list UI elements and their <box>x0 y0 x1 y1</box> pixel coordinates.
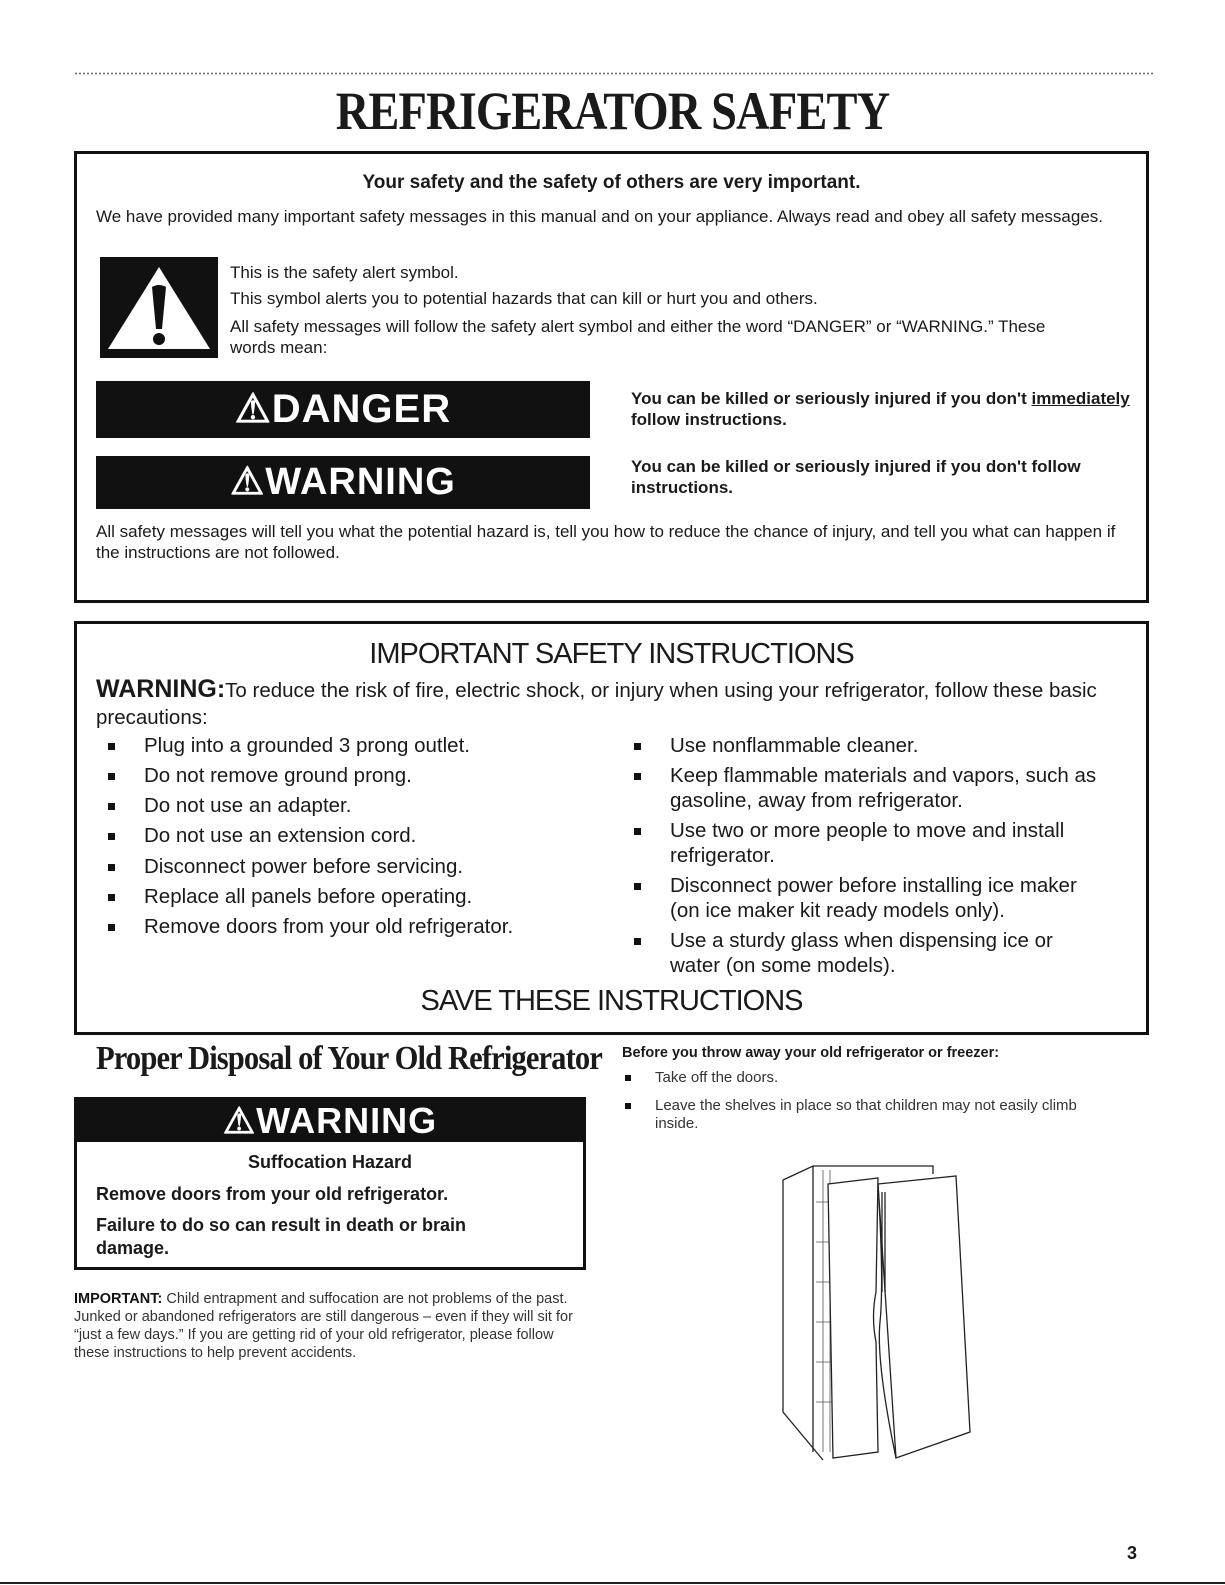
page-title: REFRIGERATOR SAFETY <box>335 81 890 141</box>
safety-box-closing: All safety messages will tell you what the potential hazard is, tell you how to reduce the chance of injury, and tell you what can happen if the instructions are not followed. <box>96 522 1116 562</box>
alert-line-3: All safety messages will follow the safety alert symbol and either the word “DANGER” or “WARNING.” These words mean: <box>230 317 1046 357</box>
instructions-heading: IMPORTANT SAFETY INSTRUCTIONS <box>369 638 854 670</box>
danger-banner: ⚠DANGER <box>96 381 590 438</box>
list-item: Disconnect power before servicing. <box>96 854 596 879</box>
remove-doors-line: Remove doors from your old refrigerator. <box>96 1184 449 1204</box>
disposal-heading: Proper Disposal of Your Old Refrigerator <box>96 1040 602 1077</box>
list-item: Use a sturdy glass when dispensing ice or water (on some models). <box>622 928 1102 978</box>
page-number: 3 <box>1127 1543 1138 1563</box>
disposal-warning-banner: ⚠WARNING <box>77 1100 583 1142</box>
list-item: Do not use an extension cord. <box>96 823 596 848</box>
warning-banner: ⚠WARNING <box>96 456 590 509</box>
list-item: Use nonflammable cleaner. <box>622 733 1102 758</box>
list-item: Do not remove ground prong. <box>96 763 596 788</box>
safety-box-heading: Your safety and the safety of others are very important. <box>362 172 861 193</box>
important-paragraph: IMPORTANT: Child entrapment and suffocation are not problems of the past. Junked or abandoned refrigerators are still dangerous – even if they will sit for “just a few days.” If you are getting rid of your old refrigerator, please follow these instructions to help prevent accidents. <box>74 1291 573 1361</box>
instructions-warning: WARNING:To reduce the risk of fire, electric shock, or injury when using your refrigerator, follow these basic precautions: <box>96 675 1097 729</box>
safety-alert-icon <box>100 257 218 358</box>
safety-box-intro: We have provided many important safety messages in this manual and on your appliance. Always read and obey all safety messages. <box>96 207 1104 226</box>
list-item: Replace all panels before operating. <box>96 884 596 909</box>
before-throwaway-heading: Before you throw away your old refrigerator or freezer: <box>622 1045 1000 1061</box>
refrigerator-illustration <box>778 1162 978 1462</box>
list-item: Take off the doors. <box>625 1069 1115 1087</box>
save-instructions: SAVE THESE INSTRUCTIONS <box>420 985 803 1017</box>
warning-description: You can be killed or seriously injured if you don't follow instructions. <box>631 457 1081 497</box>
top-dotted-rule <box>74 72 1154 75</box>
before-throwaway-list <box>625 1069 1115 1143</box>
list-item: Disconnect power before installing ice maker (on ice maker kit ready models only). <box>622 873 1102 923</box>
list-item: Do not use an adapter. <box>96 793 596 818</box>
left-precautions-list <box>96 733 596 944</box>
failure-line: Failure to do so can result in death or brain damage. <box>96 1215 467 1258</box>
alert-line-1: This is the safety alert symbol. <box>230 263 459 282</box>
list-item: Leave the shelves in place so that children may not easily climb inside. <box>625 1097 1115 1133</box>
danger-description: You can be killed or seriously injured if you don't immediately follow instructions. <box>631 389 1130 429</box>
suffocation-hazard-label: Suffocation Hazard <box>247 1152 412 1172</box>
list-item: Remove doors from your old refrigerator. <box>96 914 596 939</box>
list-item: Keep flammable materials and vapors, such as gasoline, away from refrigerator. <box>622 763 1102 813</box>
right-precautions-list <box>622 733 1102 983</box>
alert-line-2: This symbol alerts you to potential hazards that can kill or hurt you and others. <box>230 289 818 308</box>
list-item: Use two or more people to move and install refrigerator. <box>622 818 1102 868</box>
list-item: Plug into a grounded 3 prong outlet. <box>96 733 596 758</box>
bottom-rule <box>0 1582 1225 1584</box>
